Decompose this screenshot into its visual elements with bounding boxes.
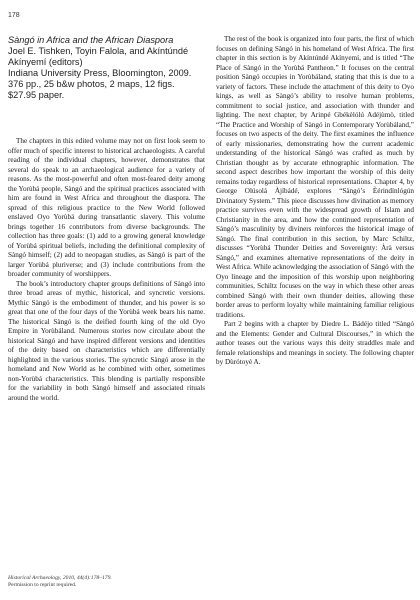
paragraph: The book’s introductory chapter groups definitions of Sàngó into three broad areas of mythic, historical, and syncretic versions. Mythic Sàngó is the embodiment of thunder, and his power is so great that one of the four days of the Yorùbá week bears his name. The historical Sàngó is the deified fourth king of the old Oyo Empire in Yorùbáland. Numerous stories now circulate about the historical Sàngó and have inspired different versions and identities of the deity based on characteristics which are differentially highlighted in the various stories. The syncretic Sàngó arose in the homeland and New World as he combined with other, sometimes non-Yorùbá characteristics. This blending is partially responsible for the variability in both Sàngó himself and associated rituals around the world. — [8, 279, 205, 402]
right-column — [216, 35, 414, 368]
paragraph: The chapters in this edited volume may not on first look seem to offer much of specific interest to historical archaeologists. A careful reading of the individual chapters, however, demonstrates that several do speak to an archaeological audience for a variety of reasons. As the most-powerful and often most-feared deity among the Yorùbá people, Sàngó and the spiritual practices associated with him are found in West Africa and throughout the diaspora. The spread of this religious practice to the New World followed enslaved Oyo Yorùbá during transatlantic slavery. This volume brings together 16 contributors from diverse backgrounds. The collection has three goals: (1) add to a growing general knowledge of Yorùbá spiritual beliefs, including the definitional complexity of Sàngó himself; (2) add to neopagan studies, as Sàngó is part of the larger Yorùbá pluriverse; and (3) include contributions from the broader community of worshippers. — [8, 137, 205, 278]
review-header — [8, 35, 205, 101]
book-editors: Joel E. Tishken, Toyin Falola, and Akíntúndé Akínyemí (editors) — [8, 46, 189, 67]
page-number: 178 — [8, 12, 20, 19]
journal-citation: Historical Archaeology, 2010, 44(4):178–179. — [8, 575, 112, 581]
left-column — [8, 35, 205, 403]
book-title: Sàngó in Africa and the African Diaspora — [8, 35, 174, 45]
reprint-notice: Permission to reprint required. — [8, 582, 77, 588]
page-footer — [8, 575, 205, 589]
review-body-right — [216, 35, 414, 368]
paragraph: The rest of the book is organized into four parts, the first of which focuses on defining Sàngó in his homeland of West Africa. The first chapter in this section is by Akíntúndé Akínyemí, and is titled “The Place of Sàngó in the Yorùbá Pantheon.” It focuses on the central position Sàngó occupies in Yorùbáland, stating that this is due to a variety of factors. These include the attachment of this deity to Oyo kings, as well as Sàngó’s ability to resolve human problems, commitment to social justice, and association with thunder and lighting. The next chapter, by Arinpé Gbékèlólú Adéjùmò, titled “The Practice and Worship of Sàngó in Contemporary Yorùbáland,” focuses on two aspects of the deity. The first examines the influence of early missionaries, demonstrating how the current academic understanding of the historical Sàngó was crafted as much by Christian thought as by accurate ethnographic information. The second aspect describes how important the worship of this deity remains today regardless of historical representations. Chapter 4, by George Olúsolá Àjíbádé, explores “Sàngó’s Èérindínlógún Divinatory System.” This piece discusses how divination as memory practice survives even with the widespread growth of Islam and Christianity in the area, and how the continued representation of Sàngó’s masculinity by diviners reinforces the historical image of Sàngó. The final contribution in this section, by Marc Schiltz, discusses “Yorùbá Thunder Deities and Sovereignty: Àrà versus Sàngó,” and examines alternative representations of the deity in West Africa. While acknowledging the association of Sàngó with the Oyo lineage and the imposition of this worship upon neighboring communities, Schiltz focuses on the way in which these other areas combined Sàngó with their own thunder deities, allowing these border areas to perform loyalty while maintaining familiar religious traditions. — [216, 35, 414, 319]
review-body-left — [8, 137, 205, 403]
book-publication-details: Indiana University Press, Bloomington, 2009. 376 pp., 25 b&w photos, 2 maps, 12 figs. $27.95 paper. — [8, 68, 192, 100]
paragraph: Part 2 begins with a chapter by Diedre L. Bádéjo titled “Sàngó and the Elements: Gender and Cultural Discourses,” in which the author teases out the various ways this deity straddles male and female relationships and meanings in society. The following chapter by Dùrótoyè A. — [216, 320, 414, 366]
